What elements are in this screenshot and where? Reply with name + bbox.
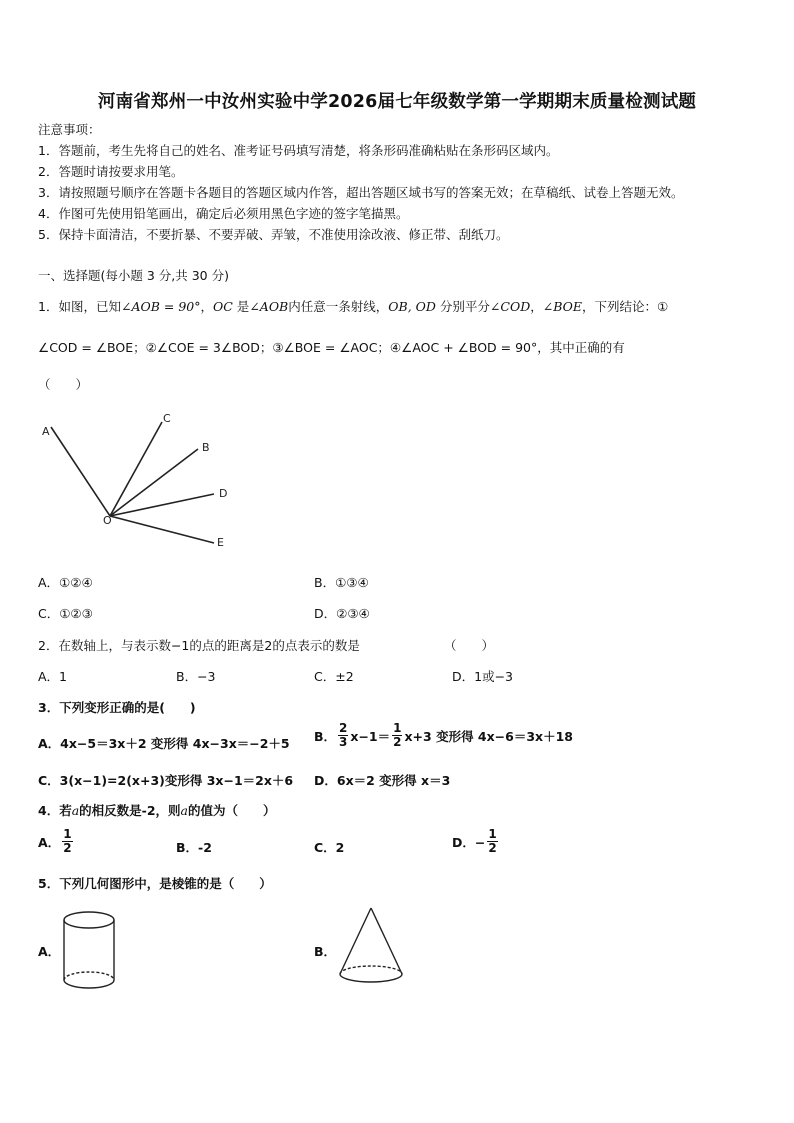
q5-stem: 5．下列几何图形中，是棱锥的是（ ） (38, 876, 272, 891)
q3-option-b: B． $\frac{2}{3}$ x−1＝ $\frac{1}{2}$ x+3 变形得 4x−6＝3x＋18 (314, 721, 574, 749)
q4-option-b: B．-2 (176, 840, 212, 855)
fraction-one-half: $\frac{1}{2}$ (63, 827, 72, 855)
q1-stem-line2: ∠COD = ∠BOE；②∠COE = 3∠BOD；③∠BOE = ∠AOC；④∠AOC + ∠BOD = 90°，其中正确的有 (38, 340, 625, 355)
q4-option-c: C．2 (314, 840, 345, 855)
label-e: E (217, 536, 224, 549)
q3-option-c: C．3(x−1)=2(x+3)变形得 3x−1＝2x＋6 (38, 773, 294, 788)
page-title: 河南省郑州一中汝州实验中学2026届七年级数学第一学期期末质量检测试题 (97, 92, 697, 112)
q1-option-d: D．②③④ (314, 606, 370, 621)
ray-oc (110, 422, 162, 516)
cylinder-figure (58, 906, 120, 996)
section-heading: 一、选择题(每小题 3 分,共 30 分) (38, 268, 229, 283)
q1-option-c: C．①②③ (38, 606, 93, 621)
label-c: C (163, 412, 171, 425)
q2-option-c: C．±2 (314, 669, 354, 684)
q5-option-a-label: A． (38, 944, 61, 959)
notice-heading: 注意事项： (38, 122, 101, 137)
q4-option-d: D．− $\frac{1}{2}$ (452, 827, 497, 855)
notice-item-3: 3．请按照题号顺序在答题卡各题目的答题区域内作答，超出答题区域书写的答案无效；在草稿纸、试卷上答题无效。 (38, 185, 684, 200)
q3-option-d: D．6x＝2 变形得 x＝3 (314, 773, 451, 788)
label-d: D (219, 487, 228, 500)
notice-item-4: 4．作图可先使用铅笔画出，确定后必须用黑色字迹的签字笔描黑。 (38, 206, 409, 221)
q2-option-b: B．−3 (176, 669, 216, 684)
q1-option-a: A．①②④ (38, 575, 93, 590)
notice-item-5: 5．保持卡面清洁，不要折暴、不要弄破、弄皱，不准使用涂改液、修正带、刮纸刀。 (38, 227, 509, 242)
q2-stem: 2．在数轴上，与表示数−1的点的距离是2的点表示的数是 (38, 638, 360, 653)
q1-angle-figure (38, 408, 238, 553)
fraction-two-thirds: $\frac{2}{3}$ (339, 721, 348, 749)
q2-answer-blank: （ ） (444, 638, 495, 653)
ray-oe (110, 516, 214, 543)
cone-figure (334, 904, 408, 986)
q1-answer-blank: （ ） (38, 377, 89, 392)
label-o: O (103, 514, 112, 527)
q1-stem-line1: 1．如图，已知∠AOB = 90°，OC 是∠AOB内任意一条射线，OB, OD 分别平分∠COD，∠BOE，下列结论：① (38, 299, 669, 314)
q1-option-b: B．①③④ (314, 575, 369, 590)
label-b: B (202, 441, 210, 454)
notice-item-1: 1．答题前，考生先将自己的姓名、准考证号码填写清楚，将条形码准确粘贴在条形码区域内。 (38, 143, 559, 158)
label-a: A (42, 425, 50, 438)
ray-oa (51, 427, 110, 516)
notice-item-2: 2．答题时请按要求用笔。 (38, 164, 184, 179)
q5-option-b-label: B． (314, 944, 337, 959)
q3-option-a: A．4x−5＝3x＋2 变形得 4x−3x＝−2＋5 (38, 736, 290, 751)
q2-option-d: D．1或−3 (452, 669, 514, 684)
fraction-one-half: $\frac{1}{2}$ (488, 827, 497, 855)
fraction-one-half: $\frac{1}{2}$ (393, 721, 402, 749)
q3-stem: 3．下列变形正确的是( ) (38, 700, 196, 715)
q4-option-a: A． $\frac{1}{2}$ (38, 827, 72, 855)
q4-stem: 4．若a的相反数是-2，则a的值为（ ） (38, 803, 276, 818)
q2-option-a: A．1 (38, 669, 68, 684)
